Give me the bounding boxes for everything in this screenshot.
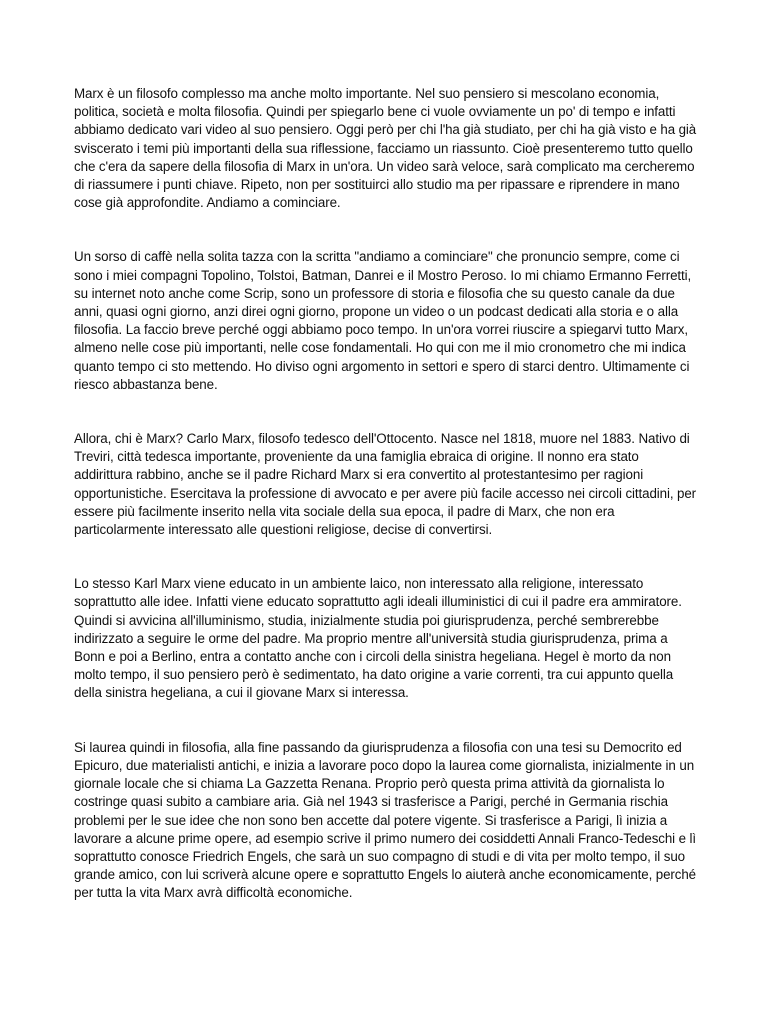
paragraph-career <box>74 739 696 903</box>
text-line: Marx è un filosofo complesso ma anche molto importante. Nel suo pensiero si mescolano economia, <box>74 86 660 101</box>
text-line: filosofia. La faccio breve perché oggi abbiamo poco tempo. In un'ora vorrei riuscire a spiegarvi tutto Marx, <box>74 322 688 338</box>
text-line: particolarmente interessato alle questioni religiose, decise di convertirsi. <box>74 522 493 538</box>
text-line: almeno nelle cose più importanti, nelle cose fondamentali. Ho qui con me il mio cronometro che mi indica <box>74 340 686 356</box>
text-line: Allora, chi è Marx? Carlo Marx, filosofo tedesco dell'Ottocento. Nasce nel 1818, muore nel 1883. Nativo di <box>74 431 690 447</box>
paragraph-biography <box>74 430 696 539</box>
paragraph-education <box>74 575 696 702</box>
text-line: giornale locale che si chiama La Gazzetta Renana. Proprio però questa prima attività da giornalista lo <box>74 776 665 792</box>
text-line: abbiamo dedicato vari video al suo pensiero. Oggi però per chi l'ha già studiato, per chi ha già visto e ha già <box>74 122 697 138</box>
text-line: che c'era da sapere della filosofia di Marx in un'ora. Un video sarà veloce, sarà complicato ma cercheremo <box>74 158 695 174</box>
text-line: Bonn e poi a Berlino, entra a contatto anche con i circoli della sinistra hegeliana. Hegel è morto da non <box>74 649 671 665</box>
text-line: molto tempo, il suo pensiero però è sedimentato, ha dato origine a varie correnti, tra cui appunto quella <box>74 667 674 683</box>
paragraph-presentation <box>74 248 696 394</box>
text-line: indirizzato a seguire le orme del padre. Ma proprio mentre all'università studia giurisprudenza, prima a <box>74 630 668 646</box>
text-line: Epicuro, due materialisti antichi, e inizia a lavorare poco dopo la laurea come giornalista, inizialmente in un <box>74 757 695 773</box>
text-line: riesco abbastanza bene. <box>74 376 218 392</box>
text-line: Si laurea quindi in filosofia, alla fine passando da giurisprudenza a filosofia con una tesi su Democrito ed <box>74 739 682 755</box>
text-line: opportunistiche. Esercitava la professione di avvocato e per avere più facile accesso nei circoli cittadini, per <box>74 485 697 501</box>
document-body <box>74 85 696 939</box>
text-line: per tutta la vita Marx avrà difficoltà economiche. <box>74 885 353 901</box>
text-line: di riassumere i punti chiave. Ripeto, non per sostituirci allo studio ma per ripassare e riprendere in mano <box>74 177 680 193</box>
text-line: sviscerato i temi più importanti della sua riflessione, facciamo un riassunto. Cioè presenteremo tutto quello <box>74 140 693 156</box>
text-line: cose già approfondite. Andiamo a cominciare. <box>74 195 341 211</box>
text-line: costringe quasi subito a cambiare aria. Già nel 1943 si trasferisce a Parigi, perché in Germania rischia <box>74 794 668 810</box>
text-line: Quindi si avvicina all'illuminismo, studia, inizialmente studia poi giurisprudenza, perché sembrerebbe <box>74 612 659 628</box>
text-line: politica, società e molta filosofia. Quindi per spiegarlo bene ci vuole ovviamente un po' di tempo e infatti <box>74 104 676 120</box>
paragraph-intro <box>74 85 696 212</box>
text-line: problemi per le sue idee che non sono ben accette dal potere vigente. Si trasferisce a Parigi, lì inizia a <box>74 812 668 828</box>
text-line: quanto tempo ci sto mettendo. Ho diviso ogni argomento in settori e spero di starci dentro. Ultimamente ci <box>74 358 690 374</box>
text-line: Treviri, città tedesca importante, proveniente da una famiglia ebraica di origine. Il nonno era stato <box>74 449 639 465</box>
text-line: addirittura rabbino, anche se il padre Richard Marx si era convertito al protestantesimo per ragioni <box>74 467 644 483</box>
text-line: soprattutto alle idee. Infatti viene educato soprattutto agli ideali illuministici di cui il padre era ammiratore. <box>74 594 682 610</box>
text-line: anni, quasi ogni giorno, anzi direi ogni giorno, propone un video o un podcast dedicati alla storia e o alla <box>74 304 679 320</box>
text-line: Un sorso di caffè nella solita tazza con la scritta "andiamo a cominciare" che pronuncio sempre, come ci <box>74 249 680 265</box>
text-line: essere più facilmente inserito nella vita sociale della sua epoca, il padre di Marx, che non era <box>74 503 615 519</box>
text-line: soprattutto conosce Friedrich Engels, che sarà un suo compagno di studi e di vita per molto tempo, il suo <box>74 848 686 864</box>
text-line: grande amico, con lui scriverà alcune opere e soprattutto Engels lo aiuterà anche economicamente, perché <box>74 867 696 883</box>
text-line: sono i miei compagni Topolino, Tolstoi, Batman, Danrei e il Mostro Peroso. Io mi chiamo Ermanno Ferretti, <box>74 267 692 283</box>
text-line: su internet noto anche come Scrip, sono un professore di storia e filosofia che su questo canale da due <box>74 285 675 301</box>
text-line: Lo stesso Karl Marx viene educato in un ambiente laico, non interessato alla religione, interessato <box>74 576 644 592</box>
text-line: della sinistra hegeliana, a cui il giovane Marx si interessa. <box>74 685 409 701</box>
text-line: lavorare a alcune prime opere, ad esempio scrive il primo numero dei cosiddetti Annali Franco-Tedeschi e lì <box>74 830 697 846</box>
